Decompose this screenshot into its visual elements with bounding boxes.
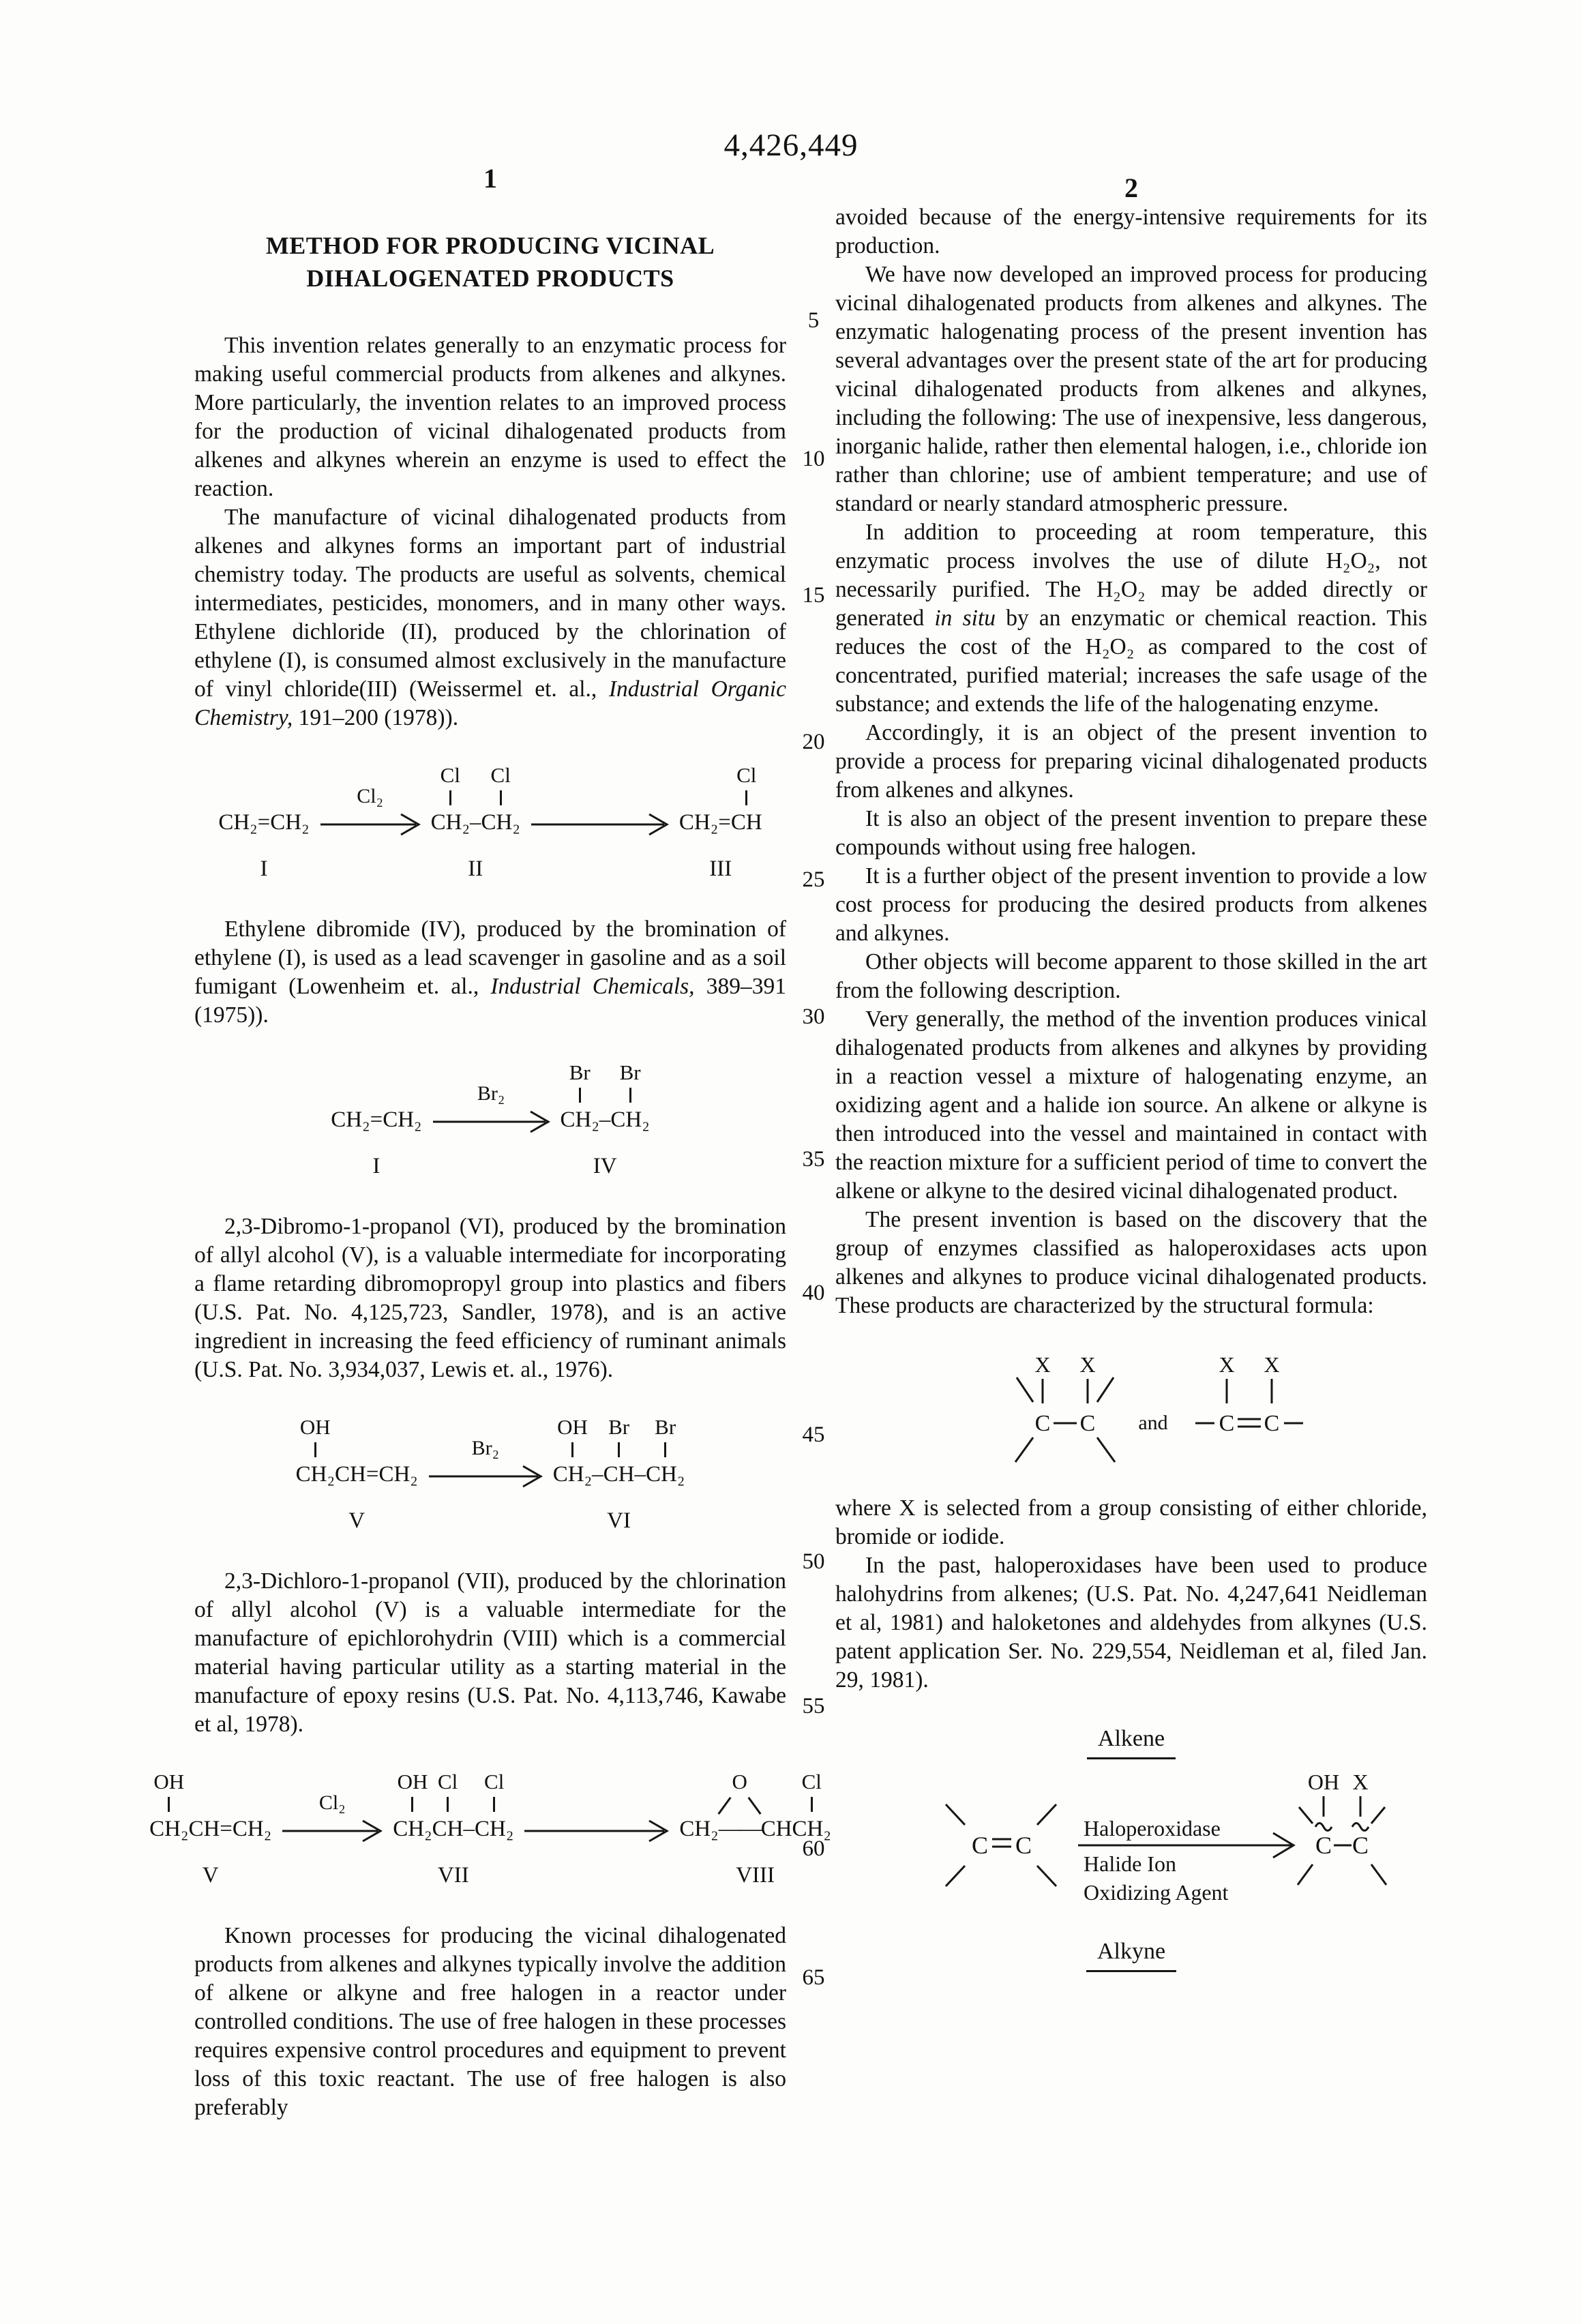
molecule-fragment (218, 762, 309, 837)
bond (470, 788, 481, 807)
condition-haloperoxidase: Haloperoxidase (1084, 1816, 1221, 1841)
text-segment: where X is selected from a group consisting of either chloride, bromide or iodide. (835, 1495, 1427, 1549)
line-number: 40 (802, 1281, 825, 1305)
bond (463, 1795, 475, 1814)
substituent-x: X (1034, 1352, 1051, 1377)
substituent-label (374, 1060, 379, 1086)
reagent-label: Br₂ (477, 1082, 505, 1105)
substituent-x: X (1079, 1352, 1096, 1377)
carbon: C (1219, 1411, 1235, 1436)
paragraph (835, 1206, 1427, 1320)
reaction-arrow (319, 762, 421, 885)
bond-line (1298, 1864, 1313, 1885)
paragraph (835, 260, 1427, 518)
molecule-fragment (592, 1414, 603, 1489)
roman-numeral-label: I (260, 856, 268, 881)
substituent-label (702, 762, 708, 788)
paragraph (835, 1551, 1427, 1695)
reagent-label: Cl₂ (357, 785, 384, 807)
molecule-fragment (792, 1769, 831, 1844)
bond (431, 788, 470, 807)
carbon: C (971, 1832, 989, 1859)
atom-group: CH₂ (481, 810, 520, 835)
substituent-label: OH (299, 1415, 331, 1439)
substituent-label: Cl (440, 763, 460, 787)
molecule-fragment (331, 1060, 421, 1135)
reaction-arrow (523, 1769, 670, 1892)
structural-formula-diagram (934, 1343, 1329, 1473)
structural-formula-block (835, 1343, 1427, 1476)
paragraph (835, 719, 1427, 805)
bond (761, 1795, 792, 1814)
title-line-2: DIHALOGENATED PRODUCTS (306, 265, 674, 292)
atom-group: CH₂ (646, 1462, 685, 1487)
carbon: C (1015, 1832, 1032, 1859)
bond-line (1037, 1804, 1056, 1825)
line-number: 30 (802, 1004, 825, 1029)
bond-line (1097, 1377, 1114, 1402)
line-number-gutter (786, 0, 841, 2324)
bond (188, 1795, 271, 1814)
text-segment: We have now developed an improved process for producing vicinal dihalogenated products from alkenes and alkynes. The enzymatic halogenating process of the present invention has several advantages over the present state of the art for producing vicinal dihalogenated products from alkenes and alkynes, including the following: The use of inexpensive, less dangerous, inorganic halide, rather then elemental halogen, i.e., chloride ion rather than chlorine; use of ambient temperature; and use of standard or nearly standard atmospheric pressure. (835, 262, 1427, 516)
molecule-fragment (432, 1769, 464, 1844)
substituent-label (466, 1769, 472, 1795)
substituent-label (696, 1769, 702, 1795)
substituent-label: Br (619, 1060, 641, 1084)
alkene-label-text: Alkene (1087, 1726, 1176, 1759)
text-segment: by an enzymatic or chemical reaction. This reduces the cost of the H₂O₂ as compared to the cost of concentrated, purified material; increases the safe usage of the substance; and extends the life of the halogenating enzyme. (835, 606, 1427, 717)
paragraph (835, 805, 1427, 862)
page-number-left: 1 (483, 163, 497, 194)
molecule-fragment (470, 762, 481, 837)
title-line-1: METHOD FOR PRODUCING VICINAL (265, 232, 715, 259)
line-number: 25 (802, 867, 825, 892)
text-segment: The present invention is based on the discovery that the group of enzymes classified as haloperoxidases acts upon alkenes and alkynes to produce vicinal dihalogenated products. These products are characterized by the structural formula: (835, 1207, 1427, 1318)
substituent-label (473, 762, 478, 788)
roman-numeral-label: III (709, 856, 732, 881)
text-segment: Industrial Chemicals, (490, 974, 695, 999)
text-segment: It is a further object of the present invention to provide a low cost process for producing the desired products from alkenes and alkynes. (835, 863, 1427, 946)
haloperoxidase-reaction-diagram (859, 1762, 1404, 1933)
condition-halide-ion: Halide Ion (1084, 1851, 1176, 1876)
molecule-fragment (463, 1769, 475, 1844)
paragraph (194, 1922, 786, 2122)
alkene-alkyne-figure (835, 1726, 1427, 1972)
molecule-fragment (719, 1769, 761, 1844)
molecule (393, 1769, 513, 1892)
atom-group: CH₂ (393, 1817, 432, 1841)
substituent-label (374, 1414, 379, 1440)
substituent-label: OH (397, 1770, 428, 1793)
atom-group: CH=CH₂ (334, 1462, 418, 1487)
bond-line (1371, 1864, 1386, 1885)
bond (635, 1440, 646, 1459)
atom-group: – (470, 810, 481, 835)
line-number: 10 (802, 447, 825, 471)
substituent-label (261, 762, 267, 788)
molecule-fragment (335, 1414, 418, 1489)
alkene-label (835, 1726, 1427, 1759)
substituent-label: Br (608, 1415, 630, 1439)
text-segment: In the past, haloperoxidases have been used to produce halohydrins from alkenes; (U.S. Pat. No. 4,247,641 Neidleman et al, 1981) and haloketones and aldehydes from alkynes (U.S. patent application Ser. No. 229,554, Neidleman et al, filed Jan. 29, 1981). (835, 1553, 1427, 1693)
arrow-graphic (319, 807, 421, 837)
bond (553, 1440, 592, 1459)
substituent-label (602, 1060, 608, 1086)
molecule-fragment (475, 1769, 513, 1844)
reagent-label (530, 788, 670, 807)
reaction-scheme-ethylene-dibromide (194, 1060, 786, 1182)
bond-line (1037, 1866, 1056, 1886)
text-segment: Very generally, the method of the invention produces vinical dihalogenated products from alkenes and alkynes by providing in a reaction vessel a mixture of halogenating enzyme, an oxidizing agent and a halide ion source. An alkene or alkyne is then introduced into the vessel and maintained in contact with the reaction mixture for a sufficient period of time to convert the alkene or alkyne to the desired vicinal dihalogenated product. (835, 1007, 1427, 1204)
atom-group: – (634, 1462, 646, 1487)
molecule (553, 1414, 685, 1537)
carbon: C (1352, 1832, 1369, 1859)
molecule-fragment (296, 1414, 335, 1489)
substituent-x: X (1219, 1352, 1235, 1377)
reaction-arrow (281, 1769, 383, 1892)
paragraph (835, 1005, 1427, 1206)
bond-line (1015, 1437, 1033, 1462)
roman-numeral-label: VII (437, 1863, 469, 1888)
bond (792, 1795, 831, 1814)
molecule-fragment (599, 1060, 611, 1135)
atom-group: CH₂ (295, 1462, 335, 1487)
molecule-fragment (603, 1414, 635, 1489)
substituent-label: OH (557, 1415, 588, 1439)
bond-line (1299, 1807, 1313, 1823)
page-title (194, 229, 786, 295)
paragraph (835, 518, 1427, 719)
molecule-fragment (481, 762, 520, 837)
bond (646, 1440, 685, 1459)
reaction-arrow (432, 1060, 551, 1182)
line-number: 45 (802, 1422, 825, 1447)
line-number: 15 (802, 583, 825, 608)
substituent-label: OH (153, 1770, 185, 1793)
molecule-fragment (561, 1060, 599, 1135)
text-segment: This invention relates generally to an enzymatic process for making useful commercial products from alkenes and alkynes. More particularly, the invention relates to an improved process for the production of vicinal dihalogenated products from alkenes and alkynes wherein an enzyme is used to effect the reaction. (194, 333, 786, 501)
bond (296, 1440, 335, 1459)
text-segment: in situ (934, 606, 996, 631)
roman-numeral-label: IV (593, 1154, 617, 1178)
bond (679, 1795, 718, 1814)
substituent-label: O (732, 1770, 747, 1793)
molecule-fragment (646, 1414, 685, 1489)
text-segment: 389–391 (1975)). (194, 974, 786, 1028)
atom-group: CH (432, 1817, 464, 1841)
right-column (835, 203, 1427, 1975)
paragraph (194, 915, 786, 1030)
substituent-label (595, 1414, 601, 1440)
bond-line (1371, 1807, 1385, 1823)
atom-group: CH₂ (430, 810, 470, 835)
bond (218, 788, 309, 807)
substituent-oh: OH (1307, 1770, 1340, 1794)
condition-oxidizing-agent: Oxidizing Agent (1084, 1880, 1229, 1905)
reaction-scheme-ethylene-dichloride (194, 762, 786, 885)
arrow-graphic (281, 1814, 383, 1844)
bond (719, 1795, 761, 1814)
atom-group: – (599, 1107, 611, 1132)
roman-numeral-label: VIII (736, 1863, 775, 1888)
bond (731, 788, 762, 807)
atom-group: CH₂ (792, 1817, 831, 1841)
arrow-graphic (428, 1459, 543, 1489)
arrow-graphic (530, 807, 670, 837)
substituent-label: Cl (801, 1770, 822, 1793)
molecule-fragment (635, 1414, 646, 1489)
text-segment: It is also an object of the present invention to prepare these compounds without using free halogen. (835, 806, 1427, 860)
arrow-graphic (523, 1814, 670, 1844)
line-number: 35 (802, 1147, 825, 1172)
reaction-arrow (530, 762, 670, 885)
molecule (296, 1414, 418, 1537)
text-segment: In addition to proceeding at room temperature, this enzymatic process involves the use of dilute H₂O₂, not necessarily purified. The H₂O₂ may be added directly or generated (835, 520, 1427, 631)
reaction-arrow (428, 1414, 543, 1537)
bond (331, 1086, 421, 1105)
atom-group: CH₂ (552, 1462, 593, 1487)
text-segment: The manufacture of vicinal dihalogenated products from alkenes and alkynes forms an important part of industrial chemistry today. The products are useful as solvents, chemical intermediates, pesticides, monomers, and in many other ways. Ethylene dichloride (II), produced by the chlorination of ethylene (I), is consumed almost exclusively in the manufacture of vinyl chloride(III) (Weissermel et. al., (194, 505, 786, 702)
molecule-fragment (393, 1769, 432, 1844)
wavy-bond (1315, 1823, 1332, 1831)
molecule (431, 762, 520, 885)
bond (335, 1440, 418, 1459)
text-segment: Accordingly, it is an object of the present invention to provide a process for preparing vicinal dihalogenated products from alkenes and alkynes. (835, 720, 1427, 803)
bond (475, 1795, 513, 1814)
paragraph (835, 1494, 1427, 1551)
substituent-label: Br (655, 1415, 676, 1439)
bond (599, 1086, 611, 1105)
atom-group: CH₂ (679, 1817, 719, 1841)
atom-group: —— (718, 1817, 761, 1841)
reagent-label: Cl₂ (318, 1791, 346, 1814)
molecule-fragment (761, 1769, 792, 1844)
molecule-fragment (679, 762, 731, 837)
alkyne-label-text: Alkyne (1086, 1939, 1176, 1972)
text-segment: avoided because of the energy-intensive requirements for its production. (835, 205, 1427, 258)
substituent-label: Cl (736, 763, 757, 787)
paragraph (835, 203, 1427, 260)
reagent-label (523, 1795, 670, 1814)
bond-line (1097, 1437, 1115, 1462)
substituent-label (228, 1769, 233, 1795)
substituent-label: Br (569, 1060, 591, 1084)
text-segment: 191–200 (1978)). (293, 705, 459, 730)
text-segment: 2,3-Dichloro-1-propanol (VII), produced by the chlorination of allyl alcohol (V) is a valuable intermediate for the manufacture of epichlorohydrin (VIII) which is a commercial material having particular utility as a starting material in the manufacture of epoxy resins (U.S. Pat. No. 4,113,746, Kawabe et al, 1978). (194, 1568, 786, 1737)
atom-group: CH (603, 1462, 635, 1487)
molecule-fragment (731, 762, 762, 837)
atom-group: CH₂=CH₂ (218, 810, 310, 835)
bond (679, 788, 731, 807)
line-number: 60 (802, 1836, 825, 1861)
patent-number: 4,426,449 (723, 128, 859, 163)
text-segment: 2,3-Dibromo-1-propanol (VI), produced by the bromination of allyl alcohol (V), is a valuable intermediate for incorporating a flame retarding dibromopropyl group into plastics and fibers (U.S. Pat. No. 4,125,723, Sandler, 1978), and is an active ingredient in increasing the feed efficiency of ruminant animals (U.S. Pat. No. 3,934,037, Lewis et. al., 1976). (194, 1214, 786, 1382)
substituent-label (774, 1769, 779, 1795)
line-number: 20 (802, 730, 825, 754)
roman-numeral-label: V (202, 1863, 219, 1888)
substituent-label: Cl (437, 1770, 458, 1793)
roman-numeral-label: II (468, 856, 483, 881)
molecule-fragment (679, 1769, 718, 1844)
page-number-right: 2 (1124, 173, 1138, 203)
paragraph (835, 862, 1427, 948)
bond (393, 1795, 432, 1814)
carbon: C (1315, 1832, 1332, 1859)
carbon: C (1264, 1411, 1280, 1436)
bond (592, 1440, 603, 1459)
bond (432, 1795, 464, 1814)
bond-line (946, 1804, 965, 1825)
roman-numeral-label: I (372, 1154, 380, 1178)
molecule-fragment (149, 1769, 188, 1844)
atom-group: CH₂ (610, 1107, 650, 1132)
roman-numeral-label: V (348, 1508, 365, 1533)
molecule-fragment (188, 1769, 271, 1844)
alkyne-label (835, 1939, 1427, 1972)
line-number: 5 (807, 308, 820, 333)
and-text: and (1138, 1412, 1168, 1434)
reaction-scheme-dibromopropanol (194, 1414, 786, 1537)
paragraph (194, 331, 786, 503)
bond (561, 1086, 599, 1105)
molecule (679, 762, 762, 885)
molecule (149, 1769, 271, 1892)
bond (149, 1795, 188, 1814)
atom-group: CH (760, 1817, 792, 1841)
paragraph (194, 1212, 786, 1384)
carbon: C (1079, 1411, 1096, 1436)
atom-group: CH₂ (474, 1817, 514, 1841)
substituent-x: X (1264, 1352, 1280, 1377)
bond-line (1017, 1377, 1033, 1402)
atom-group: – (592, 1462, 603, 1487)
paragraph (194, 1567, 786, 1739)
reagent-label: Br₂ (471, 1437, 500, 1459)
atom-group: – (463, 1817, 475, 1841)
atom-group: CH (730, 810, 762, 835)
atom-group: CH=CH₂ (188, 1817, 272, 1841)
line-number: 50 (802, 1549, 825, 1574)
line-number: 55 (802, 1694, 825, 1718)
substituent-label: Cl (484, 1770, 505, 1793)
molecule-fragment (553, 1414, 592, 1489)
molecule (218, 762, 309, 885)
bond (481, 788, 520, 807)
molecule (679, 1769, 831, 1892)
text-segment: Known processes for producing the vicinal dihalogenated products from alkenes and alkynes typically involve the addition of alkene or alkyne and free halogen in a reactor under controlled conditions. The use of free halogen in these processes requires expensive control procedures and equipment to prevent loss of this toxic reactant. The use of free halogen is also preferably (194, 1923, 786, 2120)
atom-group: CH₂ (560, 1107, 599, 1132)
atom-group: CH₂ (149, 1817, 189, 1841)
bond (603, 1440, 635, 1459)
molecule (331, 1060, 421, 1182)
text-segment: Other objects will become apparent to those skilled in the art from the following description. (835, 949, 1427, 1003)
carbon: C (1034, 1411, 1051, 1436)
atom-group: CH₂=CH₂ (331, 1107, 422, 1132)
substituent-label: Cl (490, 763, 511, 787)
molecule (561, 1060, 650, 1182)
line-number: 65 (802, 1965, 825, 1990)
bond-line (946, 1866, 965, 1886)
substituent-label (638, 1414, 643, 1440)
molecule-fragment (610, 1060, 649, 1135)
molecule-fragment (431, 762, 470, 837)
text-segment: Ethylene dibromide (IV), produced by the bromination of ethylene (I), is used as a lead scavenger in gasoline and as a soil fumigant (Lowenheim et. al., (194, 917, 786, 999)
substituent-x: X (1352, 1770, 1369, 1794)
text-segment: Industrial Organic Chemistry, (194, 676, 786, 730)
paragraph (194, 503, 786, 732)
bond (610, 1086, 649, 1105)
roman-numeral-label: VI (607, 1508, 631, 1533)
paragraph (835, 948, 1427, 1005)
atom-group: CH₂= (678, 810, 731, 835)
arrow-graphic (432, 1105, 551, 1135)
wavy-bond (1352, 1823, 1369, 1831)
